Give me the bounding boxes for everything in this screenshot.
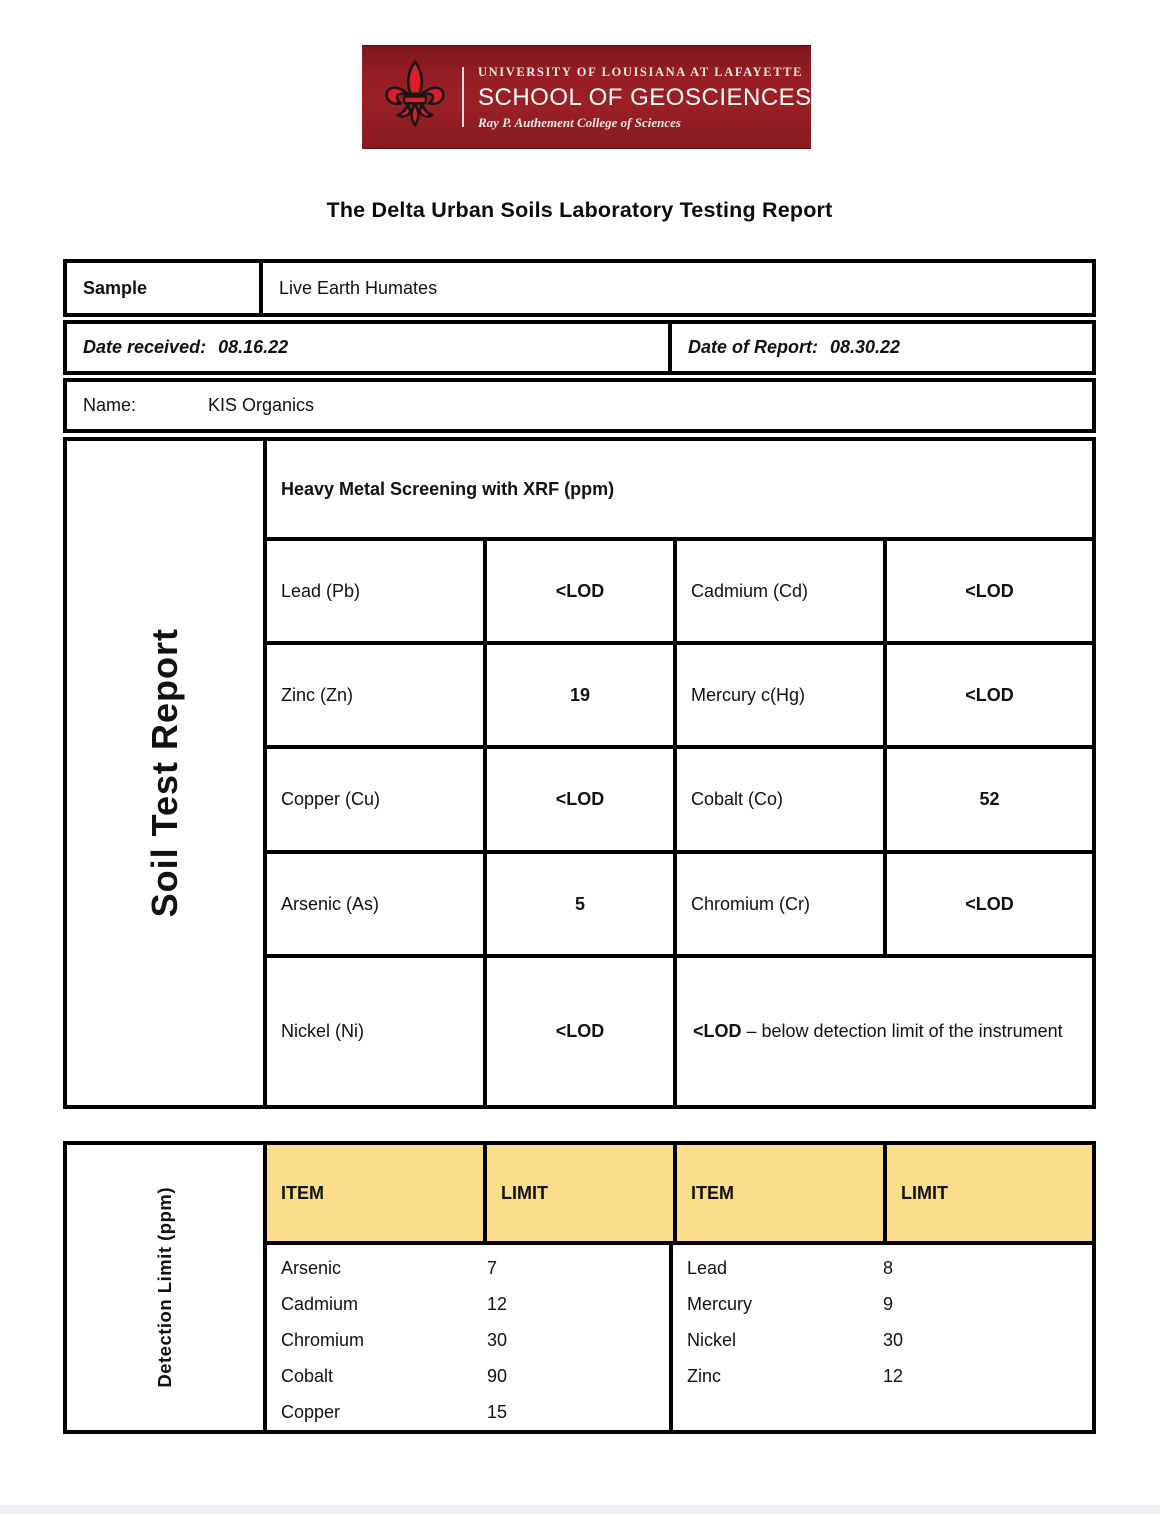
date-received-cell <box>67 324 672 371</box>
detection-limit-table <box>263 1145 1092 1430</box>
school-name: SCHOOL OF GEOSCIENCES <box>478 84 812 111</box>
header-limit-2: LIMIT <box>887 1145 1092 1241</box>
metal-label-mercury: Mercury c(Hg) <box>677 645 883 745</box>
date-of-report-cell <box>672 324 1092 371</box>
date-received-label: Date received: <box>83 337 207 357</box>
metal-value-zinc: 19 <box>487 645 673 745</box>
university-banner <box>362 45 811 149</box>
limit-row-chromium: Chromium 30 <box>281 1329 508 1350</box>
detection-limit-section <box>63 1141 1096 1434</box>
lod-note-term: <LOD <box>693 1020 742 1041</box>
xrf-table-title: Heavy Metal Screening with XRF (ppm) <box>267 441 1092 537</box>
limit-row-arsenic: Arsenic 7 <box>281 1257 498 1278</box>
metal-label-chromium: Chromium (Cr) <box>677 854 883 954</box>
metal-label-arsenic: Arsenic (As) <box>267 854 483 954</box>
date-of-report-label: Date of Report: <box>688 337 818 357</box>
name-label: Name: <box>83 395 137 415</box>
lod-note <box>677 958 1092 1105</box>
header-limit-1: LIMIT <box>487 1145 673 1241</box>
limit-row-nickel: Nickel 30 <box>687 1329 904 1350</box>
sample-label: Sample <box>67 263 263 313</box>
soil-test-report-vertical-label-cell <box>67 441 263 1105</box>
metal-value-cobalt: 52 <box>887 749 1092 850</box>
date-of-report-value: 08.30.22 <box>830 337 901 357</box>
detection-limit-left-column <box>267 1245 673 1431</box>
limit-row-copper: Copper 15 <box>281 1402 508 1423</box>
metal-value-mercury: <LOD <box>887 645 1092 745</box>
metal-label-lead: Lead (Pb) <box>267 541 483 641</box>
metal-label-nickel: Nickel (Ni) <box>267 958 483 1105</box>
name-value: KIS Organics <box>208 395 315 415</box>
fleur-de-lis-icon <box>378 53 452 141</box>
dates-row <box>63 320 1096 375</box>
limit-row-cadmium: Cadmium 12 <box>281 1293 508 1314</box>
metal-label-cobalt: Cobalt (Co) <box>677 749 883 850</box>
metal-value-nickel: <LOD <box>487 958 673 1105</box>
metal-value-cadmium: <LOD <box>887 541 1092 641</box>
detection-limit-right-column <box>673 1245 1092 1431</box>
sample-row <box>63 259 1096 317</box>
lod-note-text: – below detection limit of the instrument <box>741 1020 1063 1041</box>
detection-limit-header-row <box>267 1145 1092 1245</box>
limit-row-lead: Lead 8 <box>687 1257 894 1278</box>
metal-label-zinc: Zinc (Zn) <box>267 645 483 745</box>
metal-label-cadmium: Cadmium (Cd) <box>677 541 883 641</box>
name-row <box>63 378 1096 433</box>
metal-label-copper: Copper (Cu) <box>267 749 483 850</box>
metal-value-arsenic: 5 <box>487 854 673 954</box>
metal-value-lead: <LOD <box>487 541 673 641</box>
limit-row-zinc: Zinc 12 <box>687 1366 904 1387</box>
metal-value-chromium: <LOD <box>887 854 1092 954</box>
date-received-value: 08.16.22 <box>218 337 289 357</box>
page-bottom-strip <box>0 1505 1160 1514</box>
college-name: Ray P. Authement College of Sciences <box>478 115 681 130</box>
metal-value-copper: <LOD <box>487 749 673 850</box>
soil-test-report-label: Soil Test Report <box>144 628 185 918</box>
banner-divider <box>462 67 464 127</box>
header-item-2: ITEM <box>677 1145 883 1241</box>
page-title: The Delta Urban Soils Laboratory Testing Report <box>326 198 833 222</box>
limit-row-cobalt: Cobalt 90 <box>281 1366 508 1387</box>
detection-limit-data <box>267 1245 1092 1431</box>
limit-row-mercury: Mercury 9 <box>687 1293 894 1314</box>
soil-test-report-section <box>63 437 1096 1109</box>
name-cell <box>67 382 1092 429</box>
xrf-table <box>263 441 1092 1105</box>
detection-limit-vertical-label-cell <box>67 1145 263 1430</box>
university-name: UNIVERSITY OF LOUISIANA AT LAFAYETTE <box>478 65 804 79</box>
detection-limit-label: Detection Limit (ppm) <box>154 1187 175 1388</box>
header-item-1: ITEM <box>267 1145 483 1241</box>
sample-value: Live Earth Humates <box>279 277 438 298</box>
